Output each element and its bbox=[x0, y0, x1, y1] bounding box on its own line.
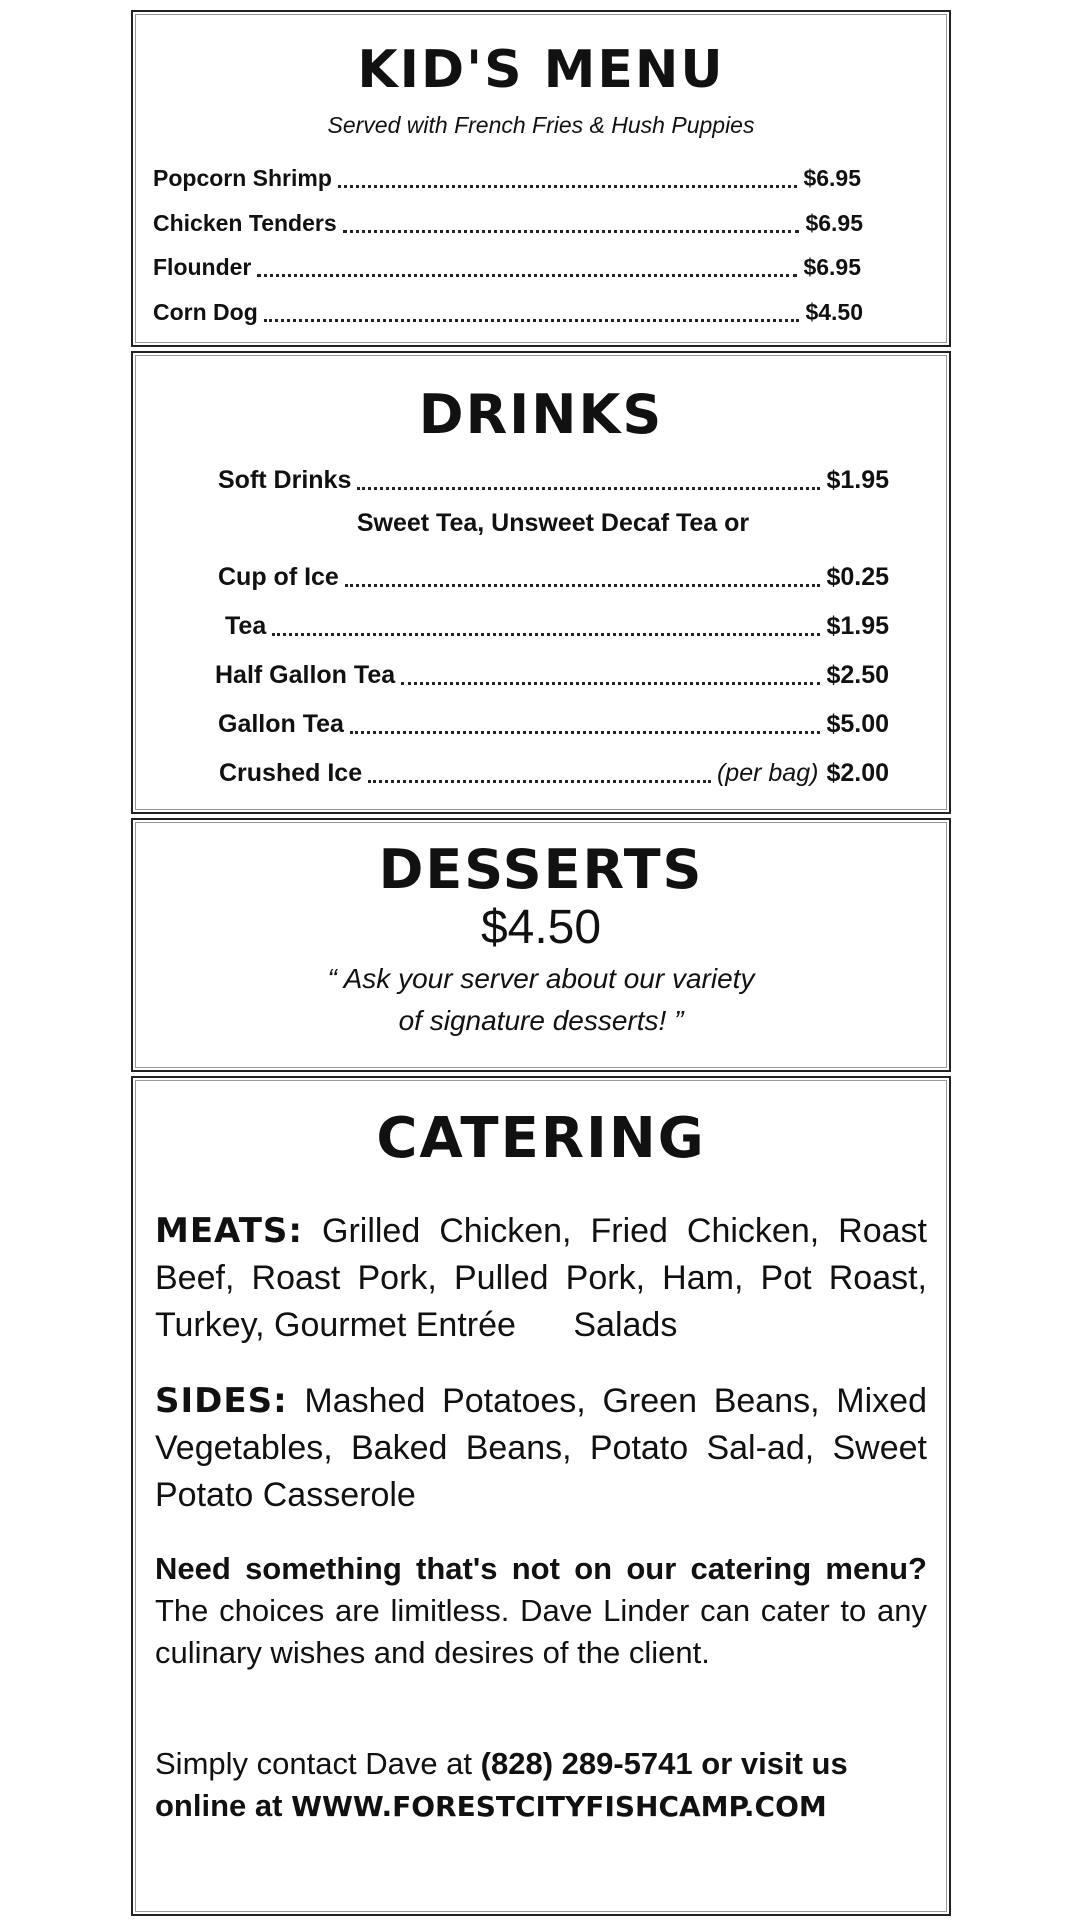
custom-bold: Need something that's not on our catering menu? bbox=[155, 1551, 927, 1586]
drink-item bbox=[225, 606, 889, 641]
kids-menu-subtitle: Served with French Fries & Hush Puppies bbox=[327, 112, 755, 138]
item-price: $1.95 bbox=[826, 612, 889, 640]
catering-title: CATERING bbox=[376, 1106, 706, 1171]
contact-url[interactable]: WWW.FORESTCITYFISHCAMP.COM bbox=[291, 1790, 827, 1823]
drinks-title: DRINKS bbox=[418, 383, 664, 446]
dot-leader bbox=[257, 251, 797, 277]
item-price: $4.50 bbox=[805, 299, 863, 325]
menu-item bbox=[153, 294, 863, 326]
item-name: Gallon Tea bbox=[218, 710, 344, 738]
drink-item bbox=[215, 655, 889, 690]
kids-menu-panel bbox=[131, 10, 951, 347]
drink-item bbox=[218, 460, 889, 495]
drink-item bbox=[218, 704, 889, 739]
item-name: Tea bbox=[225, 612, 267, 640]
dot-leader bbox=[345, 559, 821, 587]
item-name: Corn Dog bbox=[153, 299, 258, 325]
desserts-price: $4.50 bbox=[480, 901, 602, 954]
desserts-title: DESSERTS bbox=[378, 838, 704, 901]
item-price: $6.95 bbox=[805, 210, 863, 236]
item-name: Crushed Ice bbox=[219, 759, 363, 787]
sides-text: Mashed Potatoes, Green Beans, Mixed Vegetables, Baked Beans, Potato Sal-ad, Sweet Potato Casserole bbox=[155, 1382, 927, 1514]
custom-text: The choices are limitless. Dave Linder can cater to any culinary wishes and desires of the client. bbox=[155, 1593, 927, 1670]
desserts-panel bbox=[131, 818, 951, 1072]
kids-menu-title: KID'S MENU bbox=[357, 40, 725, 100]
item-name: Popcorn Shrimp bbox=[153, 165, 332, 191]
dot-leader bbox=[264, 296, 800, 322]
item-price: $5.00 bbox=[826, 710, 889, 738]
item-name: Cup of Ice bbox=[218, 563, 339, 591]
meats-label: MEATS: bbox=[155, 1211, 304, 1251]
desserts-line-1: “ Ask your server about our variety bbox=[327, 963, 755, 994]
menu-item bbox=[153, 249, 861, 281]
menu-item bbox=[153, 205, 863, 237]
item-price: $0.25 bbox=[826, 563, 889, 591]
catering-sides bbox=[155, 1378, 927, 1519]
contact-prefix: Simply contact Dave at bbox=[155, 1746, 473, 1781]
dot-leader bbox=[338, 162, 798, 188]
menu-item bbox=[153, 160, 861, 192]
item-price: $6.95 bbox=[803, 165, 861, 191]
item-price: $6.95 bbox=[803, 254, 861, 280]
contact-phone: (828) 289-5741 or visit us online at bbox=[155, 1746, 848, 1823]
meats-text: Grilled Chicken, Fried Chicken, Roast Beef, Roast Pork, Pulled Pork, Ham, Pot Roast, Turkey, Gourmet Entrée bbox=[155, 1212, 927, 1344]
tea-note: Sweet Tea, Unsweet Decaf Tea or bbox=[356, 509, 750, 537]
drink-item bbox=[218, 557, 889, 592]
item-name: Flounder bbox=[153, 254, 252, 280]
item-name: Soft Drinks bbox=[218, 466, 352, 494]
item-price: $2.50 bbox=[826, 661, 889, 689]
dot-leader bbox=[343, 207, 800, 233]
drink-item bbox=[219, 753, 889, 788]
desserts-line-2: of signature desserts! ” bbox=[398, 1005, 684, 1036]
dot-leader bbox=[350, 706, 820, 734]
meats-salads: Salads bbox=[573, 1306, 678, 1344]
dot-leader bbox=[368, 755, 711, 783]
catering-custom bbox=[155, 1548, 927, 1674]
catering-panel bbox=[131, 1076, 951, 1916]
dot-leader bbox=[401, 657, 820, 685]
item-qualifier: (per bag) bbox=[716, 759, 819, 787]
drinks-panel bbox=[131, 351, 951, 814]
item-name: Chicken Tenders bbox=[153, 210, 337, 236]
catering-contact bbox=[155, 1743, 927, 1828]
sides-label: SIDES: bbox=[155, 1381, 288, 1421]
item-price: $2.00 bbox=[826, 759, 889, 787]
dot-leader bbox=[357, 462, 820, 490]
item-price: $1.95 bbox=[826, 466, 889, 494]
item-name: Half Gallon Tea bbox=[215, 661, 396, 689]
dot-leader bbox=[272, 608, 820, 636]
catering-meats bbox=[155, 1208, 927, 1349]
